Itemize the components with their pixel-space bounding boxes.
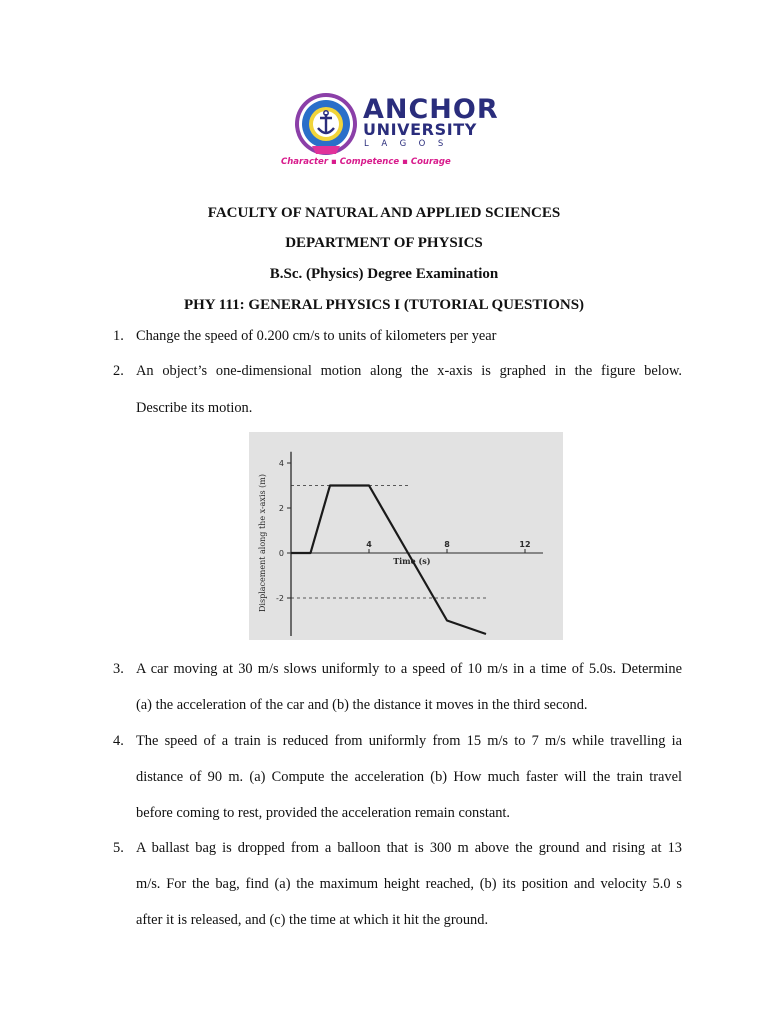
question-text: (a) the acceleration of the car and (b) the distance it moves in the third second. (136, 697, 588, 713)
question-text: before coming to rest, provided the acceleration remain constant. (136, 805, 511, 821)
question-text: A car moving at 30 m/s slows uniformly to a speed of 10 m/s in a time of 5.0s. Determine (136, 661, 682, 677)
x-tick-label: 12 (519, 540, 531, 549)
motion-graph-figure (249, 432, 563, 640)
logo-name-line1: ANCHOR (363, 94, 499, 125)
logo-motto: Character ▪ Competence ▪ Courage (281, 157, 451, 167)
question-text: The speed of a train is reduced from uniformly from 15 m/s to 7 m/s while travelling ia (136, 733, 682, 749)
question-text: An object’s one-dimensional motion along the x-axis is graphed in the figure below. (136, 363, 682, 379)
faculty-heading: FACULTY OF NATURAL AND APPLIED SCIENCES (207, 205, 561, 221)
question-number: 1. (113, 328, 124, 344)
question-text: Change the speed of 0.200 cm/s to units of kilometers per year (136, 328, 497, 344)
series-line (291, 486, 486, 635)
y-axis-label: Displacement along the x-axis (m) (258, 474, 267, 612)
question-text: m/s. For the bag, find (a) the maximum height reached, (b) its position and velocity 5.0 s (136, 876, 682, 892)
question-number: 2. (113, 363, 124, 379)
y-tick-label: -2 (276, 594, 284, 603)
question-text: distance of 90 m. (a) Compute the acceleration (b) How much faster will the train travel (136, 769, 682, 785)
y-tick-label: 2 (278, 504, 284, 513)
question-number: 5. (113, 840, 124, 856)
crest-icon (286, 92, 370, 160)
question-text: after it is released, and (c) the time at which it hit the ground. (136, 912, 489, 928)
question-number: 4. (113, 733, 124, 749)
logo-name-line3: LAGOS (364, 139, 456, 149)
x-tick-label: 8 (444, 540, 450, 549)
exam-heading: B.Sc. (Physics) Degree Examination (269, 266, 499, 282)
y-tick-label: 4 (278, 459, 284, 468)
logo-name-line2: UNIVERSITY (363, 120, 477, 139)
question-text: Describe its motion. (136, 400, 253, 416)
question-number: 3. (113, 661, 124, 677)
university-logo (278, 90, 499, 174)
x-axis-label: Time (s) (393, 556, 431, 566)
question-text: A ballast bag is dropped from a balloon that is 300 m above the ground and rising at 13 (136, 840, 682, 856)
y-tick-label: 0 (278, 549, 284, 558)
displacement-time-chart (249, 432, 563, 640)
course-heading: PHY 111: GENERAL PHYSICS I (TUTORIAL QUESTIONS) (183, 297, 585, 313)
department-heading: DEPARTMENT OF PHYSICS (285, 235, 483, 251)
x-tick-label: 4 (366, 540, 372, 549)
